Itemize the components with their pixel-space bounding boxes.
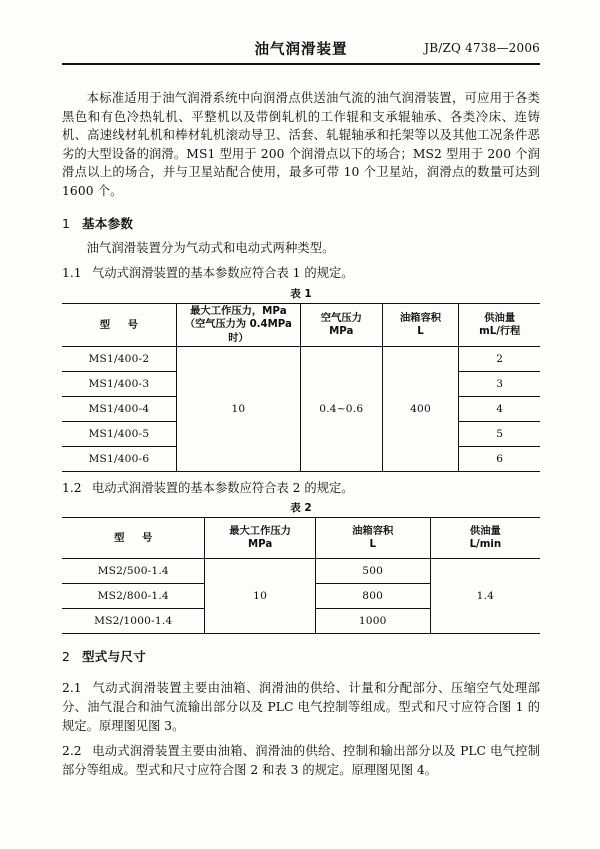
table-1 bbox=[62, 303, 540, 472]
table-1-col-model bbox=[62, 303, 176, 346]
running-header bbox=[62, 0, 540, 78]
table-2-col-tank bbox=[315, 518, 430, 559]
table-2-col-tank-l1: 油箱容积 bbox=[352, 525, 394, 538]
table-1-r2-model: MS1/400-4 bbox=[62, 396, 176, 421]
clause-1-1-number: 1.1 bbox=[62, 266, 82, 281]
table-row bbox=[62, 559, 540, 584]
section-title-1: 基本参数 bbox=[82, 215, 134, 231]
table-1-col-max-pressure-l2: （空气压力为 0.4MPa 时） bbox=[184, 318, 292, 344]
table-1-body bbox=[62, 346, 540, 471]
table-2 bbox=[62, 517, 540, 634]
page-content bbox=[62, 0, 540, 779]
table-1-r4-model: MS1/400-6 bbox=[62, 446, 176, 471]
clause-2-2-text: 电动式润滑装置主要由油箱、润滑油的供给、控制和输出部分以及 PLC 电气控制部分等组成。型式和尺寸应符合图 2 和表 3 的规定。原理图见图 4。 bbox=[62, 744, 540, 777]
table-2-col-flow bbox=[430, 518, 540, 559]
table-2-caption: 表 2 bbox=[290, 502, 312, 515]
section-number-2: 2 bbox=[62, 649, 71, 665]
table-1-col-air-pressure-l2: MPa bbox=[329, 325, 354, 337]
table-2-col-model bbox=[62, 518, 205, 559]
table-2-r1-tank: 800 bbox=[315, 584, 430, 609]
clause-2-2 bbox=[62, 742, 540, 779]
table-1-col-flow bbox=[459, 303, 540, 346]
clause-1-2 bbox=[62, 479, 540, 498]
table-1-r2-flow: 4 bbox=[459, 396, 540, 421]
table-1-r3-flow: 5 bbox=[459, 421, 540, 446]
table-1-col-flow-l1: 供油量 bbox=[484, 311, 516, 324]
table-2-col-tank-l2: L bbox=[369, 539, 376, 551]
table-2-col-flow-l1: 供油量 bbox=[469, 525, 501, 538]
table-2-col-max-pressure-l1: 最大工作压力 bbox=[229, 525, 291, 538]
clause-1-2-text: 电动式润滑装置的基本参数应符合表 2 的规定。 bbox=[92, 480, 354, 495]
table-1-col-tank bbox=[382, 303, 459, 346]
table-1-col-air-pressure bbox=[301, 303, 383, 346]
table-row bbox=[62, 346, 540, 371]
table-2-r2-tank: 1000 bbox=[315, 609, 430, 634]
clause-1-1-text: 气动式润滑装置的基本参数应符合表 1 的规定。 bbox=[92, 266, 354, 281]
table-1-r0-model: MS1/400-2 bbox=[62, 346, 176, 371]
clause-2-1-text: 气动式润滑装置主要由油箱、润滑油的供给、计量和分配部分、压缩空气处理部分、油气混合和油气流输出部分以及 PLC 电气控制等组成。型式和尺寸应符合图 1 的规定。原理图见图 3。 bbox=[62, 681, 540, 733]
table-1-col-tank-l2: L bbox=[417, 325, 424, 337]
table-1-r4-flow: 6 bbox=[459, 446, 540, 471]
table-1-r0-flow: 2 bbox=[459, 346, 540, 371]
table-2-header-row bbox=[62, 518, 540, 559]
table-1-head bbox=[62, 303, 540, 346]
table-1-caption: 表 1 bbox=[290, 287, 312, 300]
table-2-col-max-pressure-l2: MPa bbox=[247, 539, 273, 551]
clause-2-1 bbox=[62, 679, 540, 735]
section-heading-1 bbox=[62, 214, 540, 232]
clause-1-2-number: 1.2 bbox=[62, 480, 82, 495]
table-1-col-model-label: 型 号 bbox=[99, 318, 145, 331]
table-1-r1-flow: 3 bbox=[459, 371, 540, 396]
table-2-max-pressure-value: 10 bbox=[205, 559, 315, 634]
section-1-lead-paragraph: 油气润滑装置分为气动式和电动式两种类型。 bbox=[86, 240, 335, 255]
table-1-header-row bbox=[62, 303, 540, 346]
table-2-flow-value: 1.4 bbox=[430, 559, 540, 634]
section-title-2: 型式与尺寸 bbox=[82, 649, 147, 665]
table-2-col-model-label: 型 号 bbox=[114, 532, 160, 545]
clause-2-2-number: 2.2 bbox=[62, 744, 82, 759]
table-1-tank-value: 400 bbox=[382, 346, 459, 471]
table-1-air-pressure-value: 0.4~0.6 bbox=[301, 346, 383, 471]
section-number-1: 1 bbox=[62, 215, 71, 231]
clause-1-1 bbox=[62, 264, 540, 283]
table-1-col-flow-l2: mL/行程 bbox=[479, 325, 521, 337]
table-1-r3-model: MS1/400-5 bbox=[62, 421, 176, 446]
table-2-head bbox=[62, 518, 540, 559]
table-2-r2-model: MS2/1000-1.4 bbox=[62, 609, 205, 634]
table-1-col-max-pressure bbox=[176, 303, 300, 346]
standard-number: JB/ZQ 4738—2006 bbox=[424, 41, 540, 55]
table-2-r0-tank: 500 bbox=[315, 559, 430, 584]
table-1-col-max-pressure-l1: 最大工作压力，MPa bbox=[190, 304, 287, 317]
table-1-col-tank-l1: 油箱容积 bbox=[399, 311, 442, 324]
table-2-r0-model: MS2/500-1.4 bbox=[62, 559, 205, 584]
table-1-col-air-pressure-l1: 空气压力 bbox=[320, 311, 362, 324]
table-2-col-flow-l2: L/min bbox=[469, 539, 502, 551]
intro-paragraph: 本标准适用于油气润滑系统中向润滑点供送油气流的油气润滑装置，可应用于各类黑色和有色冷热轧机、平整机以及带倒轧机的工作辊和支承辊轴承、各类冷床、连铸机、高速线材轧机和棒材轧机滚动导卫、活套、轧辊轴承和托架等以及其他工况条件恶劣的大型设备的润滑。MS1 型用于 200 个润滑点以下的场合；MS2 型用于 200 个润滑点以上的场合，并与卫星站配合使用，最多可带 10 个卫星站，润滑点的数量可达到 1600 个。 bbox=[62, 91, 540, 198]
table-2-body bbox=[62, 559, 540, 634]
table-2-r1-model: MS2/800-1.4 bbox=[62, 584, 205, 609]
page-title: 油气润滑装置 bbox=[254, 42, 348, 58]
clause-2-1-number: 2.1 bbox=[62, 681, 82, 696]
table-2-col-max-pressure bbox=[205, 518, 315, 559]
header-divider bbox=[62, 63, 540, 65]
table-1-r1-model: MS1/400-3 bbox=[62, 371, 176, 396]
section-heading-2 bbox=[62, 647, 540, 665]
table-1-max-pressure-value: 10 bbox=[176, 346, 300, 471]
